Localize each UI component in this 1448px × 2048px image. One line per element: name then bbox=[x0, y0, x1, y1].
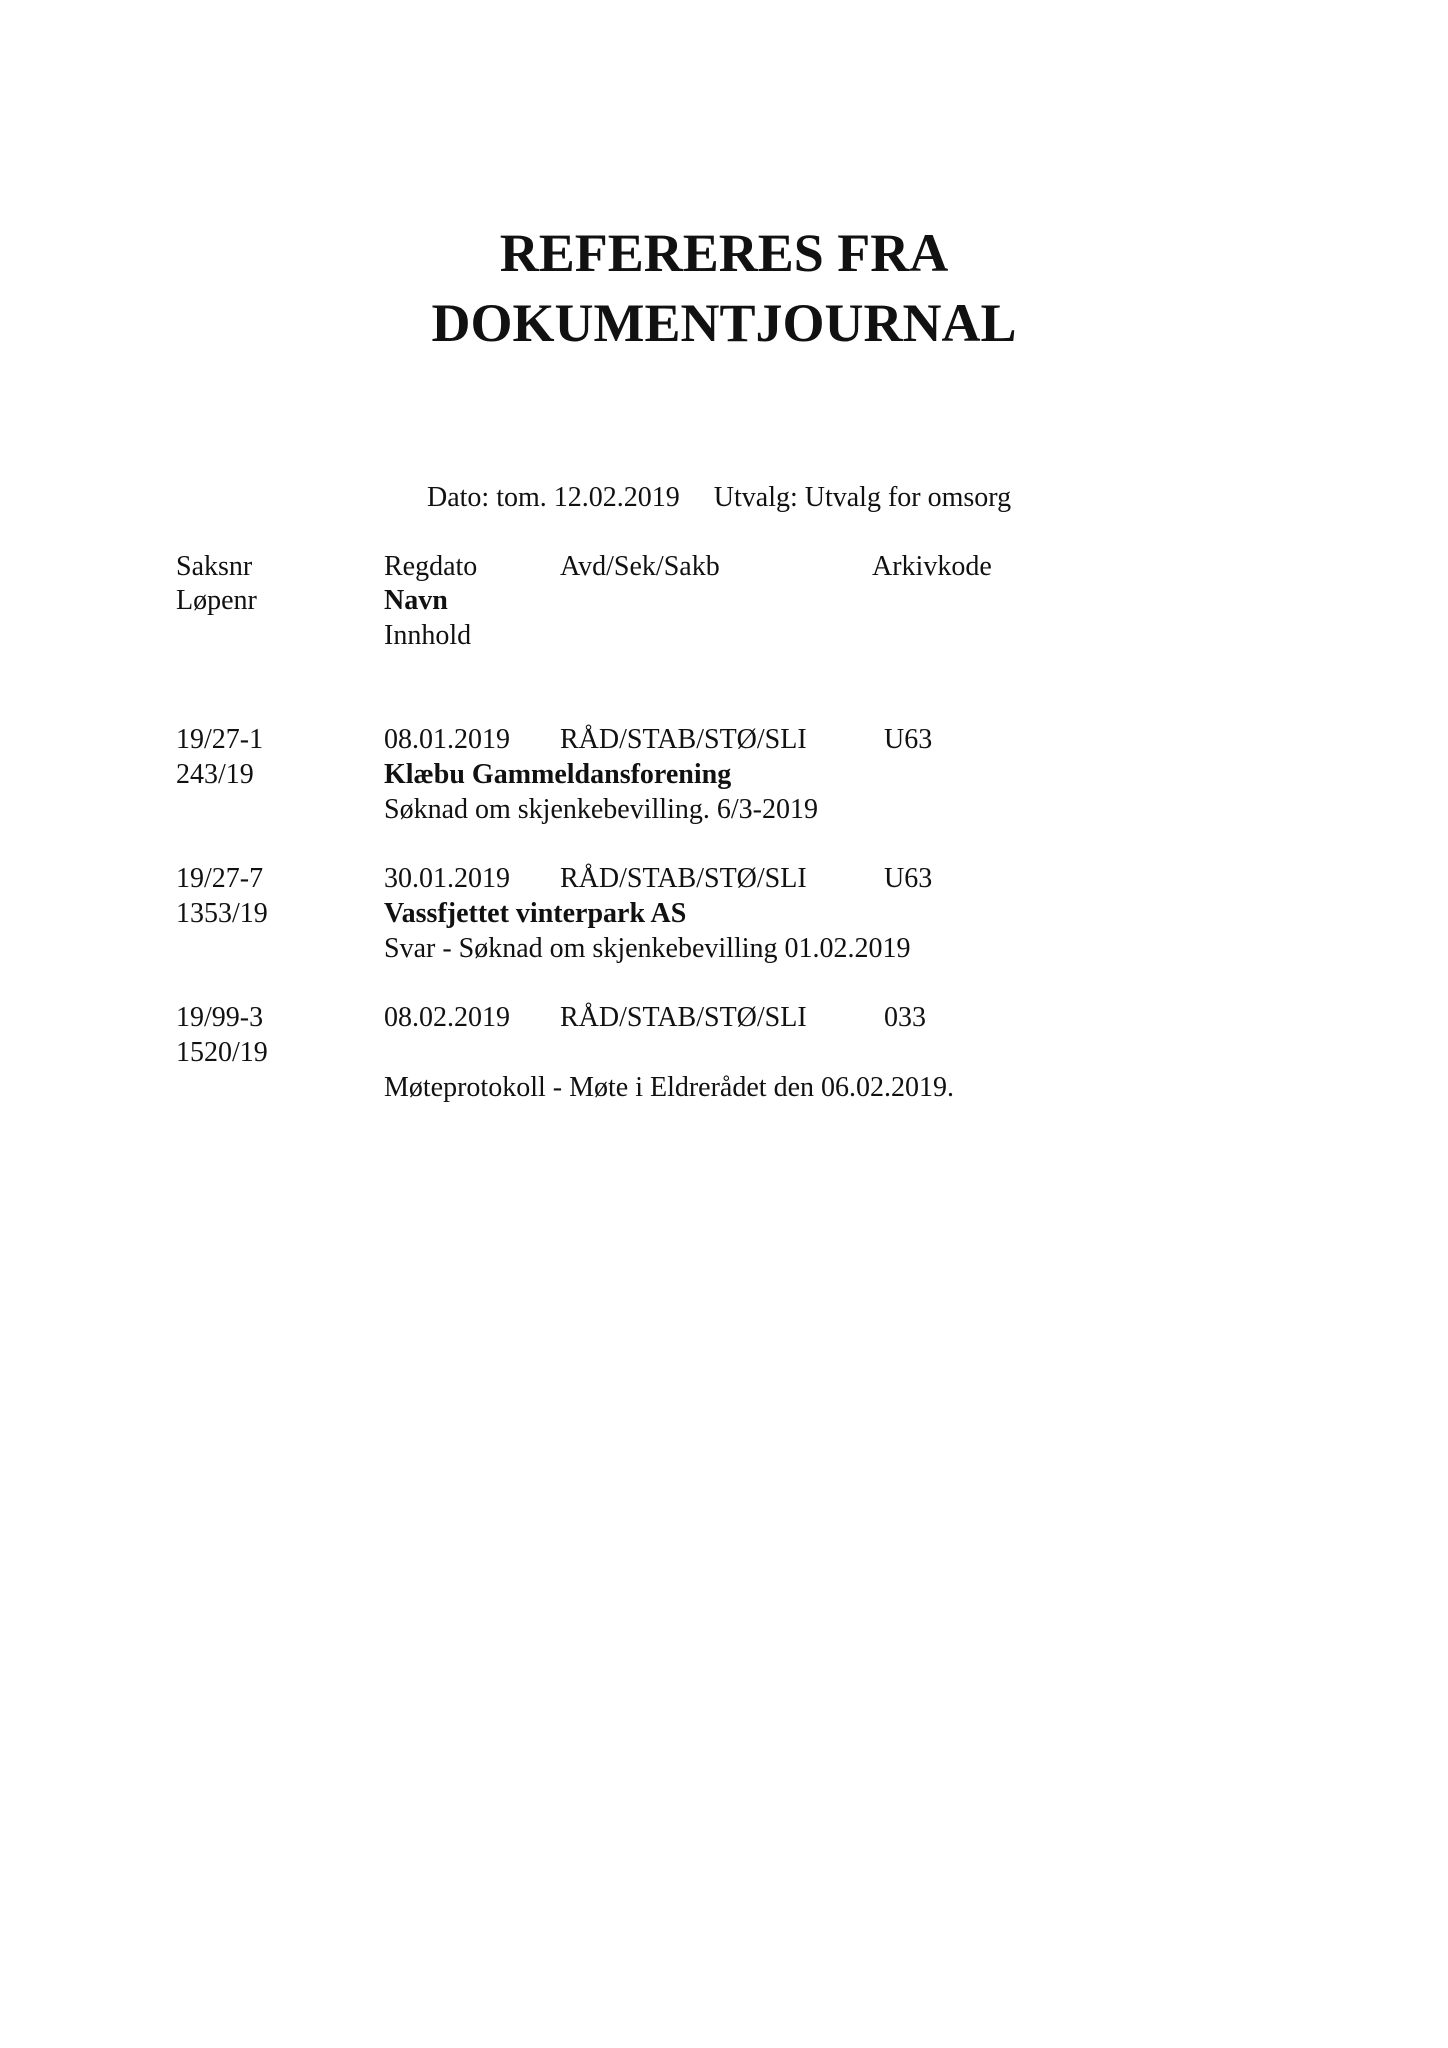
title-line-2: DOKUMENTJOURNAL bbox=[431, 293, 1017, 353]
entry-avd: RÅD/STAB/STØ/SLI bbox=[560, 1002, 807, 1033]
entry-navn: Vassfjettet vinterpark AS bbox=[384, 898, 687, 929]
entry-saksnr: 19/27-7 bbox=[176, 863, 264, 894]
entry-regdato: 08.02.2019 bbox=[384, 1002, 510, 1033]
entry-lopenr: 1353/19 bbox=[176, 898, 268, 929]
header-lopenr: Løpenr bbox=[176, 585, 257, 616]
title-line-1: REFERERES FRA bbox=[499, 223, 949, 283]
entry-saksnr: 19/99-3 bbox=[176, 1002, 264, 1033]
page-title bbox=[0, 218, 1448, 358]
entry-navn: Klæbu Gammeldansforening bbox=[384, 759, 732, 790]
header-saksnr: Saksnr bbox=[176, 551, 253, 582]
entry-regdato: 30.01.2019 bbox=[384, 863, 510, 894]
entry-arkivkode: 033 bbox=[884, 1002, 926, 1033]
entry-innhold: Søknad om skjenkebevilling. 6/3-2019 bbox=[384, 794, 818, 825]
entry-avd: RÅD/STAB/STØ/SLI bbox=[560, 724, 807, 755]
date-filter: Dato: tom. 12.02.2019 bbox=[427, 482, 680, 513]
header-innhold: Innhold bbox=[384, 620, 472, 651]
committee-filter: Utvalg: Utvalg for omsorg bbox=[713, 482, 1012, 513]
entry-arkivkode: U63 bbox=[884, 863, 933, 894]
meta-line bbox=[427, 482, 1011, 514]
entry-innhold: Møteprotokoll - Møte i Eldrerådet den 06.02.2019. bbox=[384, 1072, 954, 1103]
header-arkivkode: Arkivkode bbox=[872, 551, 992, 582]
entry-regdato: 08.01.2019 bbox=[384, 724, 510, 755]
entry-lopenr: 243/19 bbox=[176, 759, 254, 790]
entry-saksnr: 19/27-1 bbox=[176, 724, 264, 755]
entry-arkivkode: U63 bbox=[884, 724, 933, 755]
entry-innhold: Svar - Søknad om skjenkebevilling 01.02.2019 bbox=[384, 933, 911, 964]
header-regdato: Regdato bbox=[384, 551, 478, 582]
entry-avd: RÅD/STAB/STØ/SLI bbox=[560, 863, 807, 894]
header-navn: Navn bbox=[384, 585, 448, 616]
header-avd: Avd/Sek/Sakb bbox=[560, 551, 720, 582]
entry-lopenr: 1520/19 bbox=[176, 1037, 268, 1068]
